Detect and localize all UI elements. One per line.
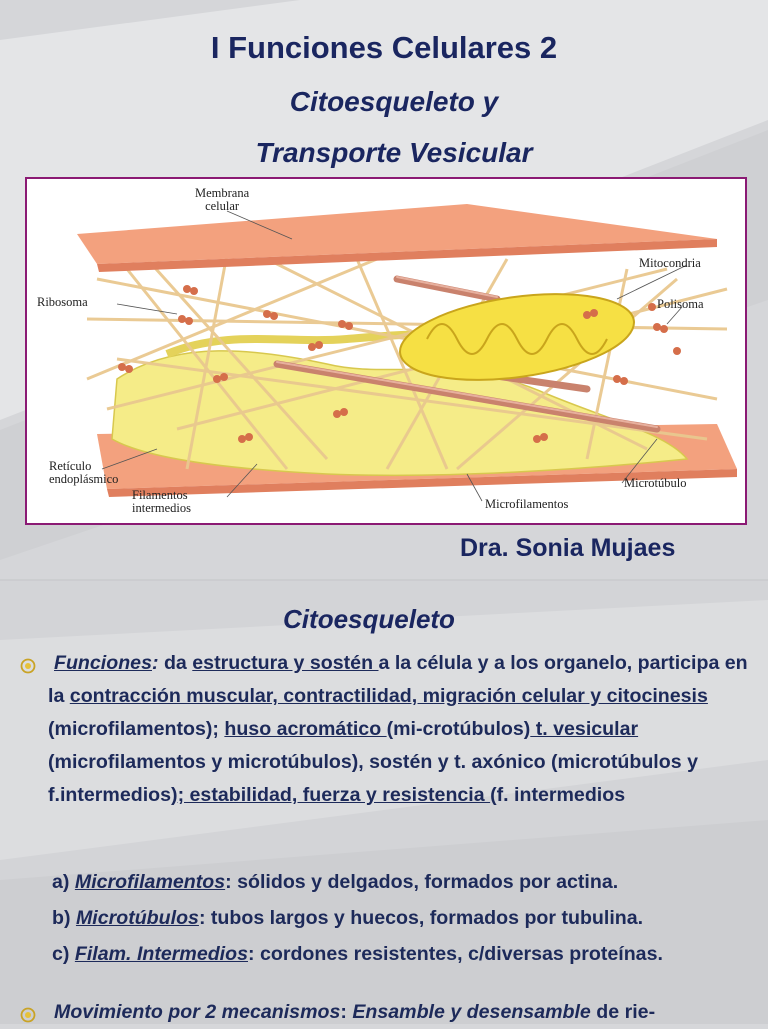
label-filamentos: Filamentos intermedios: [132, 488, 192, 515]
slide-2: [0, 580, 768, 1024]
list-item: c) Filam. Intermedios: cordones resistentes, c/diversas proteínas.: [52, 943, 663, 965]
label-mitocondria: Mitocondria: [639, 256, 701, 270]
section-heading: Citoesqueleto: [283, 604, 455, 634]
label-polisoma: Polisoma: [657, 297, 704, 311]
slide-subtitle-1: Citoesqueleto y: [289, 86, 499, 117]
movimiento-paragraph: Movimiento por 2 mecanismos: Ensamble y desensamble de rie-: [54, 1001, 656, 1023]
cytoskeleton-types-list: [52, 864, 752, 972]
slide-subtitle-2: Transporte Vesicular: [255, 137, 533, 168]
label-reticulo: Retículo endoplásmico: [49, 459, 119, 486]
label-microtubulo: Microtúbulo: [624, 476, 687, 490]
label-microfilamentos: Microfilamentos: [485, 497, 569, 511]
bullet-icon: [20, 658, 36, 674]
label-ribosoma: Ribosoma: [37, 295, 88, 309]
list-item: a) Microfilamentos: sólidos y delgados, formados por actina.: [52, 871, 619, 893]
cytoskeleton-illustration: [25, 177, 747, 525]
author-name: Dra. Sonia Mujaes: [460, 534, 676, 562]
cell-diagram: [27, 179, 745, 523]
bullet-icon: [20, 1007, 36, 1023]
list-item: b) Microtúbulos: tubos largos y huecos, formados por tubulina.: [52, 907, 644, 929]
label-membrana: Membrana celular: [195, 186, 250, 213]
slide-title: I Funciones Celulares 2: [210, 30, 558, 65]
funciones-paragraph: Funciones: da estructura y sostén a la célula y a los organelo, participa en la contracción muscular, contractilidad, migración celular y citocinesis (microfilamentos); huso acromático (mi-crotúbulos) t. vesicular (microfilamentos y microtúbulos), sostén y t. axónico (microtúbulos y f.intermedios); estabilidad, fuerza y resistencia (f. intermedios: [48, 652, 748, 806]
